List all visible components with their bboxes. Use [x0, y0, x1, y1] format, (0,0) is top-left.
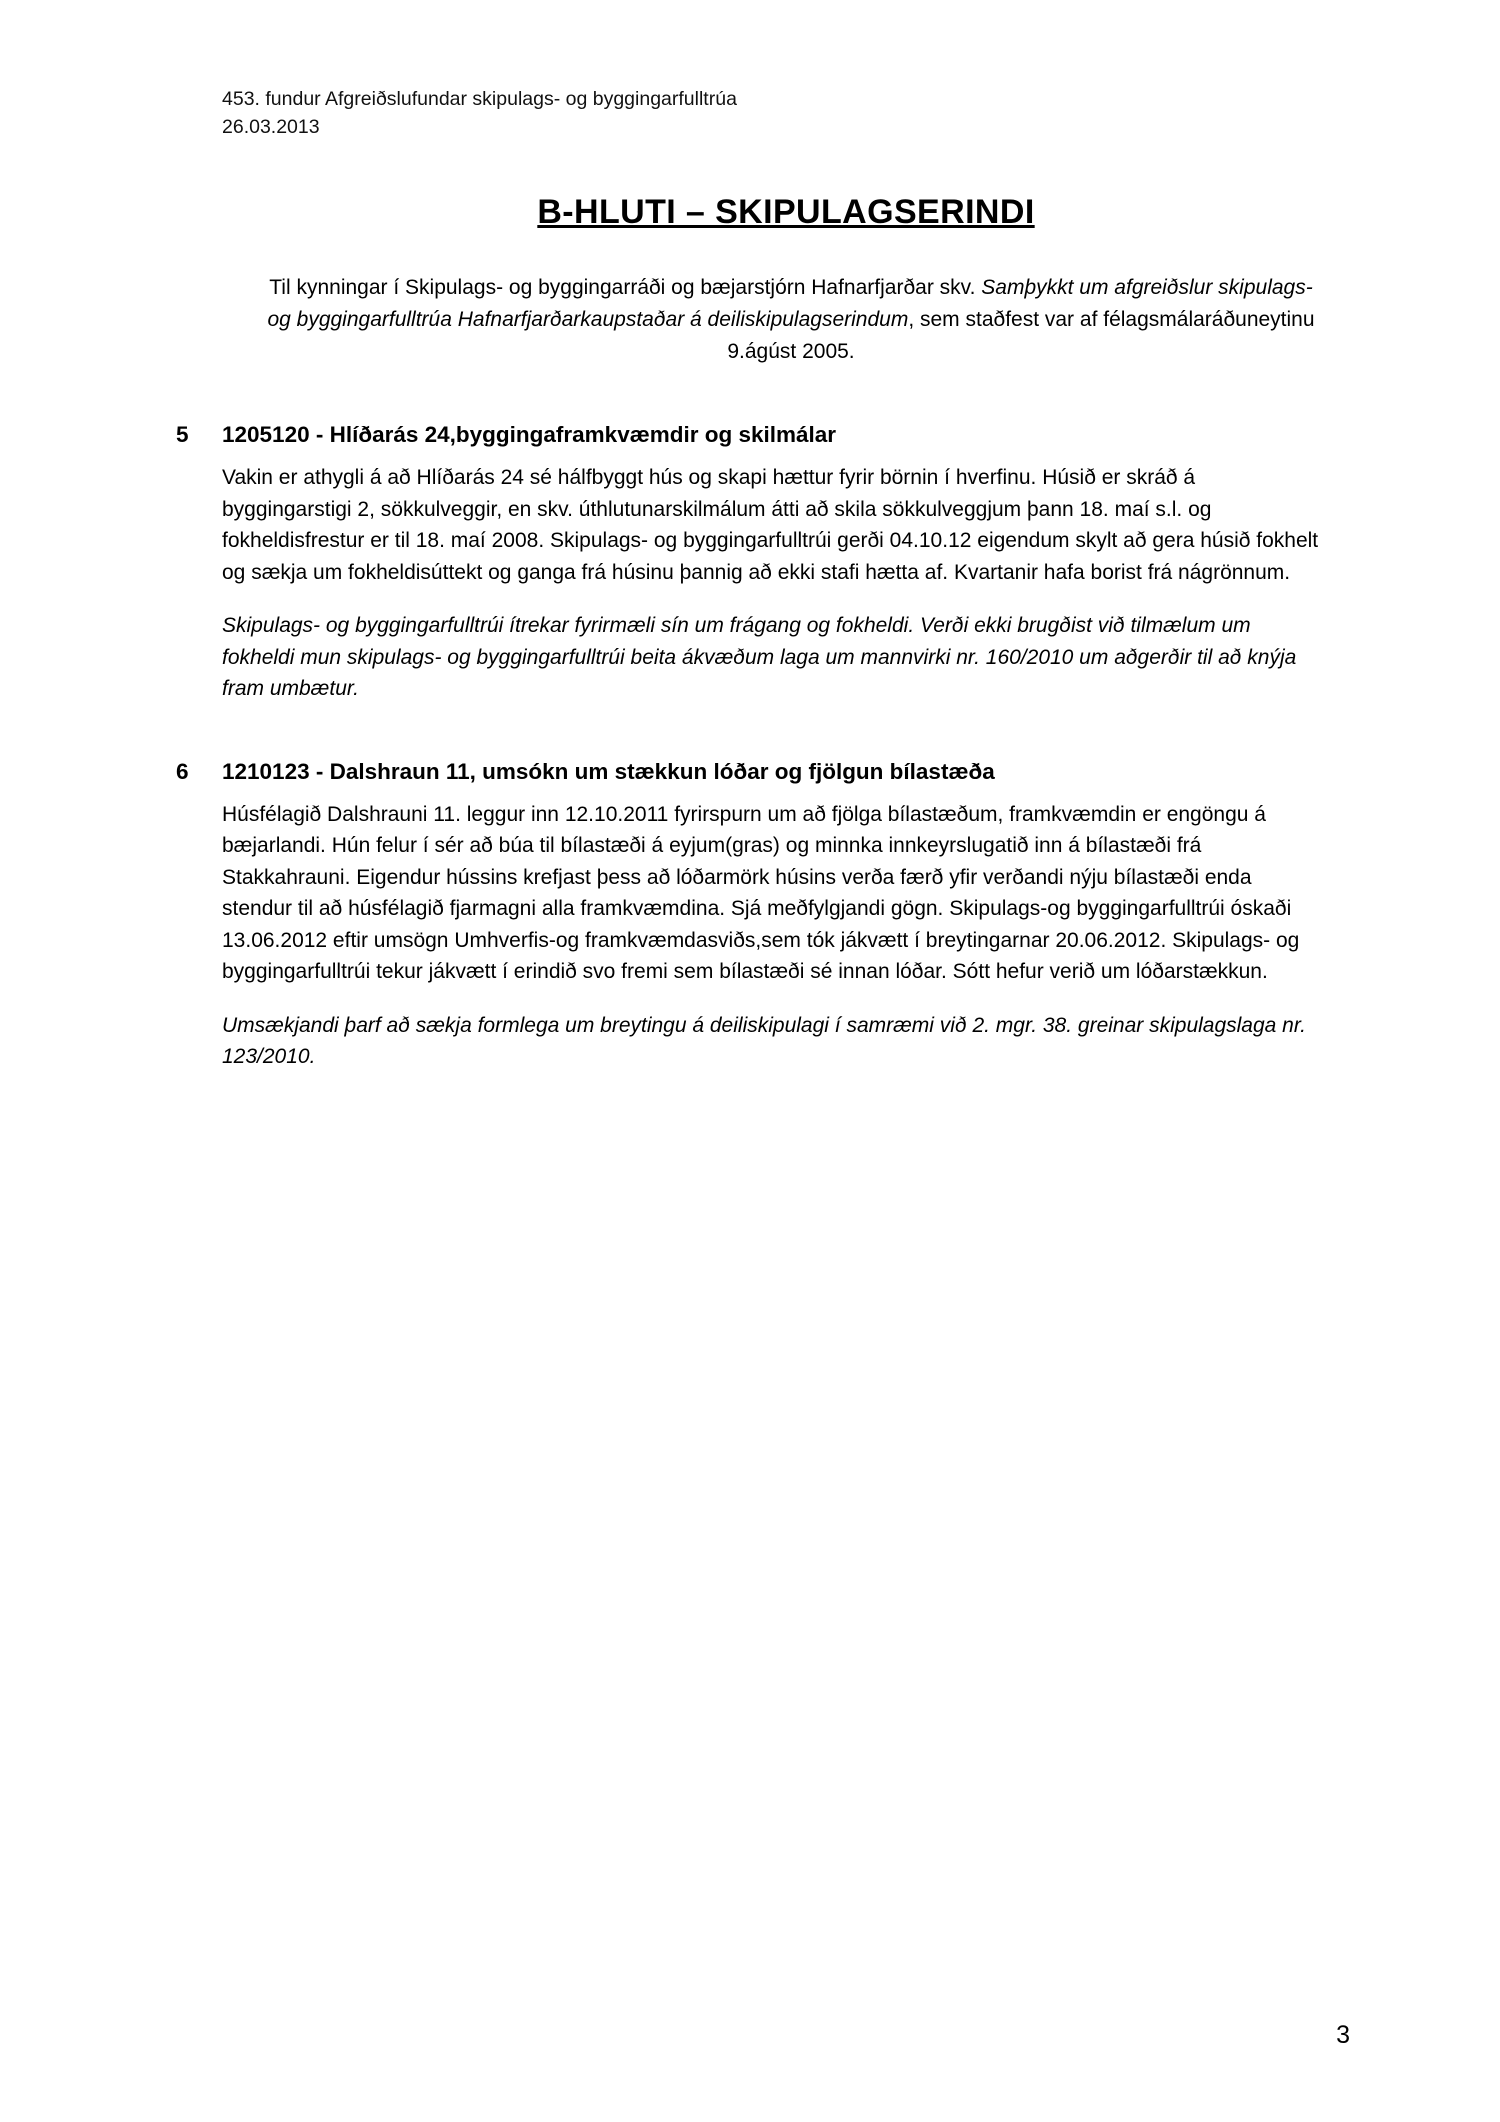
intro-line-1: Til kynningar í Skipulags- og byggingarráði og bæjarstjórn Hafnarfjarðar skv. [269, 276, 976, 300]
section-6-title: 1210123 - Dalshraun 11, umsókn um stækkun lóðar og fjölgun bílastæða [222, 758, 995, 784]
section-5-body [222, 462, 1320, 705]
section-6-paragraph-2: Umsækjandi þarf að sækja formlega um breytingu á deiliskipulagi í samræmi við 2. mgr. 38. greinar skipulagslaga nr. 123/2010. [222, 1013, 1306, 1069]
section-5-title: 1205120 - Hlíðarás 24,byggingaframkvæmdir og skilmálar [222, 422, 837, 448]
section-5-number: 5 [176, 422, 189, 448]
page-title: B-HLUTI – SKIPULAGSERINDI [537, 193, 1035, 232]
section-5 [176, 422, 1350, 705]
section-6 [176, 758, 1350, 1073]
section-5-paragraph-2: Skipulags- og byggingarfulltrúi ítrekar fyrirmæli sín um frágang og fokheldi. Verði ekki brugðist við tilmælum um fokheldi mun skipulags- og byggingarfulltrúi beita ákvæðum laga um mannvirki nr. 160/2010 um aðgerðir til að knýja fram umbætur. [222, 614, 1297, 701]
section-6-number: 6 [176, 758, 189, 784]
section-6-paragraph-1: Húsfélagið Dalshrauni 11. leggur inn 12.10.2011 fyrirspurn um að fjölga bílastæðum, framkvæmdin er engöngu á bæjarlandi. Hún felur í sér að búa til bílastæði á eyjum(gras) og minnka innkeyrslugatið inn á bílastæði frá Stakkahrauni. Eigendur hússins krefjast þess að lóðarmörk húsins verða færð yfir verðandi nýju bílastæði enda stendur til að húsfélagið fjarmagni alla framkvæmdina. Sjá meðfylgjandi gögn. Skipulags-og byggingarfulltrúi óskaði 13.06.2012 eftir umsögn Umhverfis-og framkvæmdasviðs,sem tók jákvætt í breytingarnar 20.06.2012. Skipulags- og byggingarfulltrúi tekur jákvætt í erindið svo fremi sem bílastæði sé innan lóðar. Sótt hefur verið um lóðarstækkun. [222, 802, 1300, 984]
section-6-body [222, 799, 1320, 1073]
page-number: 3 [1336, 2021, 1350, 2049]
section-6-heading [176, 758, 1350, 785]
header-date-line: 26.03.2013 [222, 115, 320, 138]
section-5-paragraph-1: Vakin er athygli á að Hlíðarás 24 sé hálfbyggt hús og skapi hættur fyrir börnin í hverfinu. Húsið er skráð á byggingarstigi 2, sökkulveggir, en skv. úthlutunarskilmálum átti að skila sökkulveggjum þann 18. maí s.l. og fokheldisfrestur er til 18. maí 2008. Skipulags- og byggingarfulltrúi gerði 04.10.12 eigendum skylt að gera húsið fokhelt og sækja um fokheldisúttekt og ganga frá húsinu þannig að ekki stafi hætta af. Kvartanir hafa borist frá nágrönnum. [222, 466, 1319, 584]
intro-block [262, 272, 1320, 368]
section-5-heading [176, 422, 1350, 448]
intro-line-2-rest: , sem staðfest var af félagsmálaráðuneytinu 9.ágúst 2005. [727, 308, 1315, 364]
document-header [222, 86, 1350, 141]
header-meeting-line: 453. fundur Afgreiðslufundar skipulags- og byggingarfulltrúa [222, 88, 737, 110]
intro-line-2-italic: Samþykkt um afgreiðslur skipulags- og byggingarfulltrúa Hafnarfjarðarkaupstaðar á deiliskipulagserindum [267, 276, 1313, 332]
